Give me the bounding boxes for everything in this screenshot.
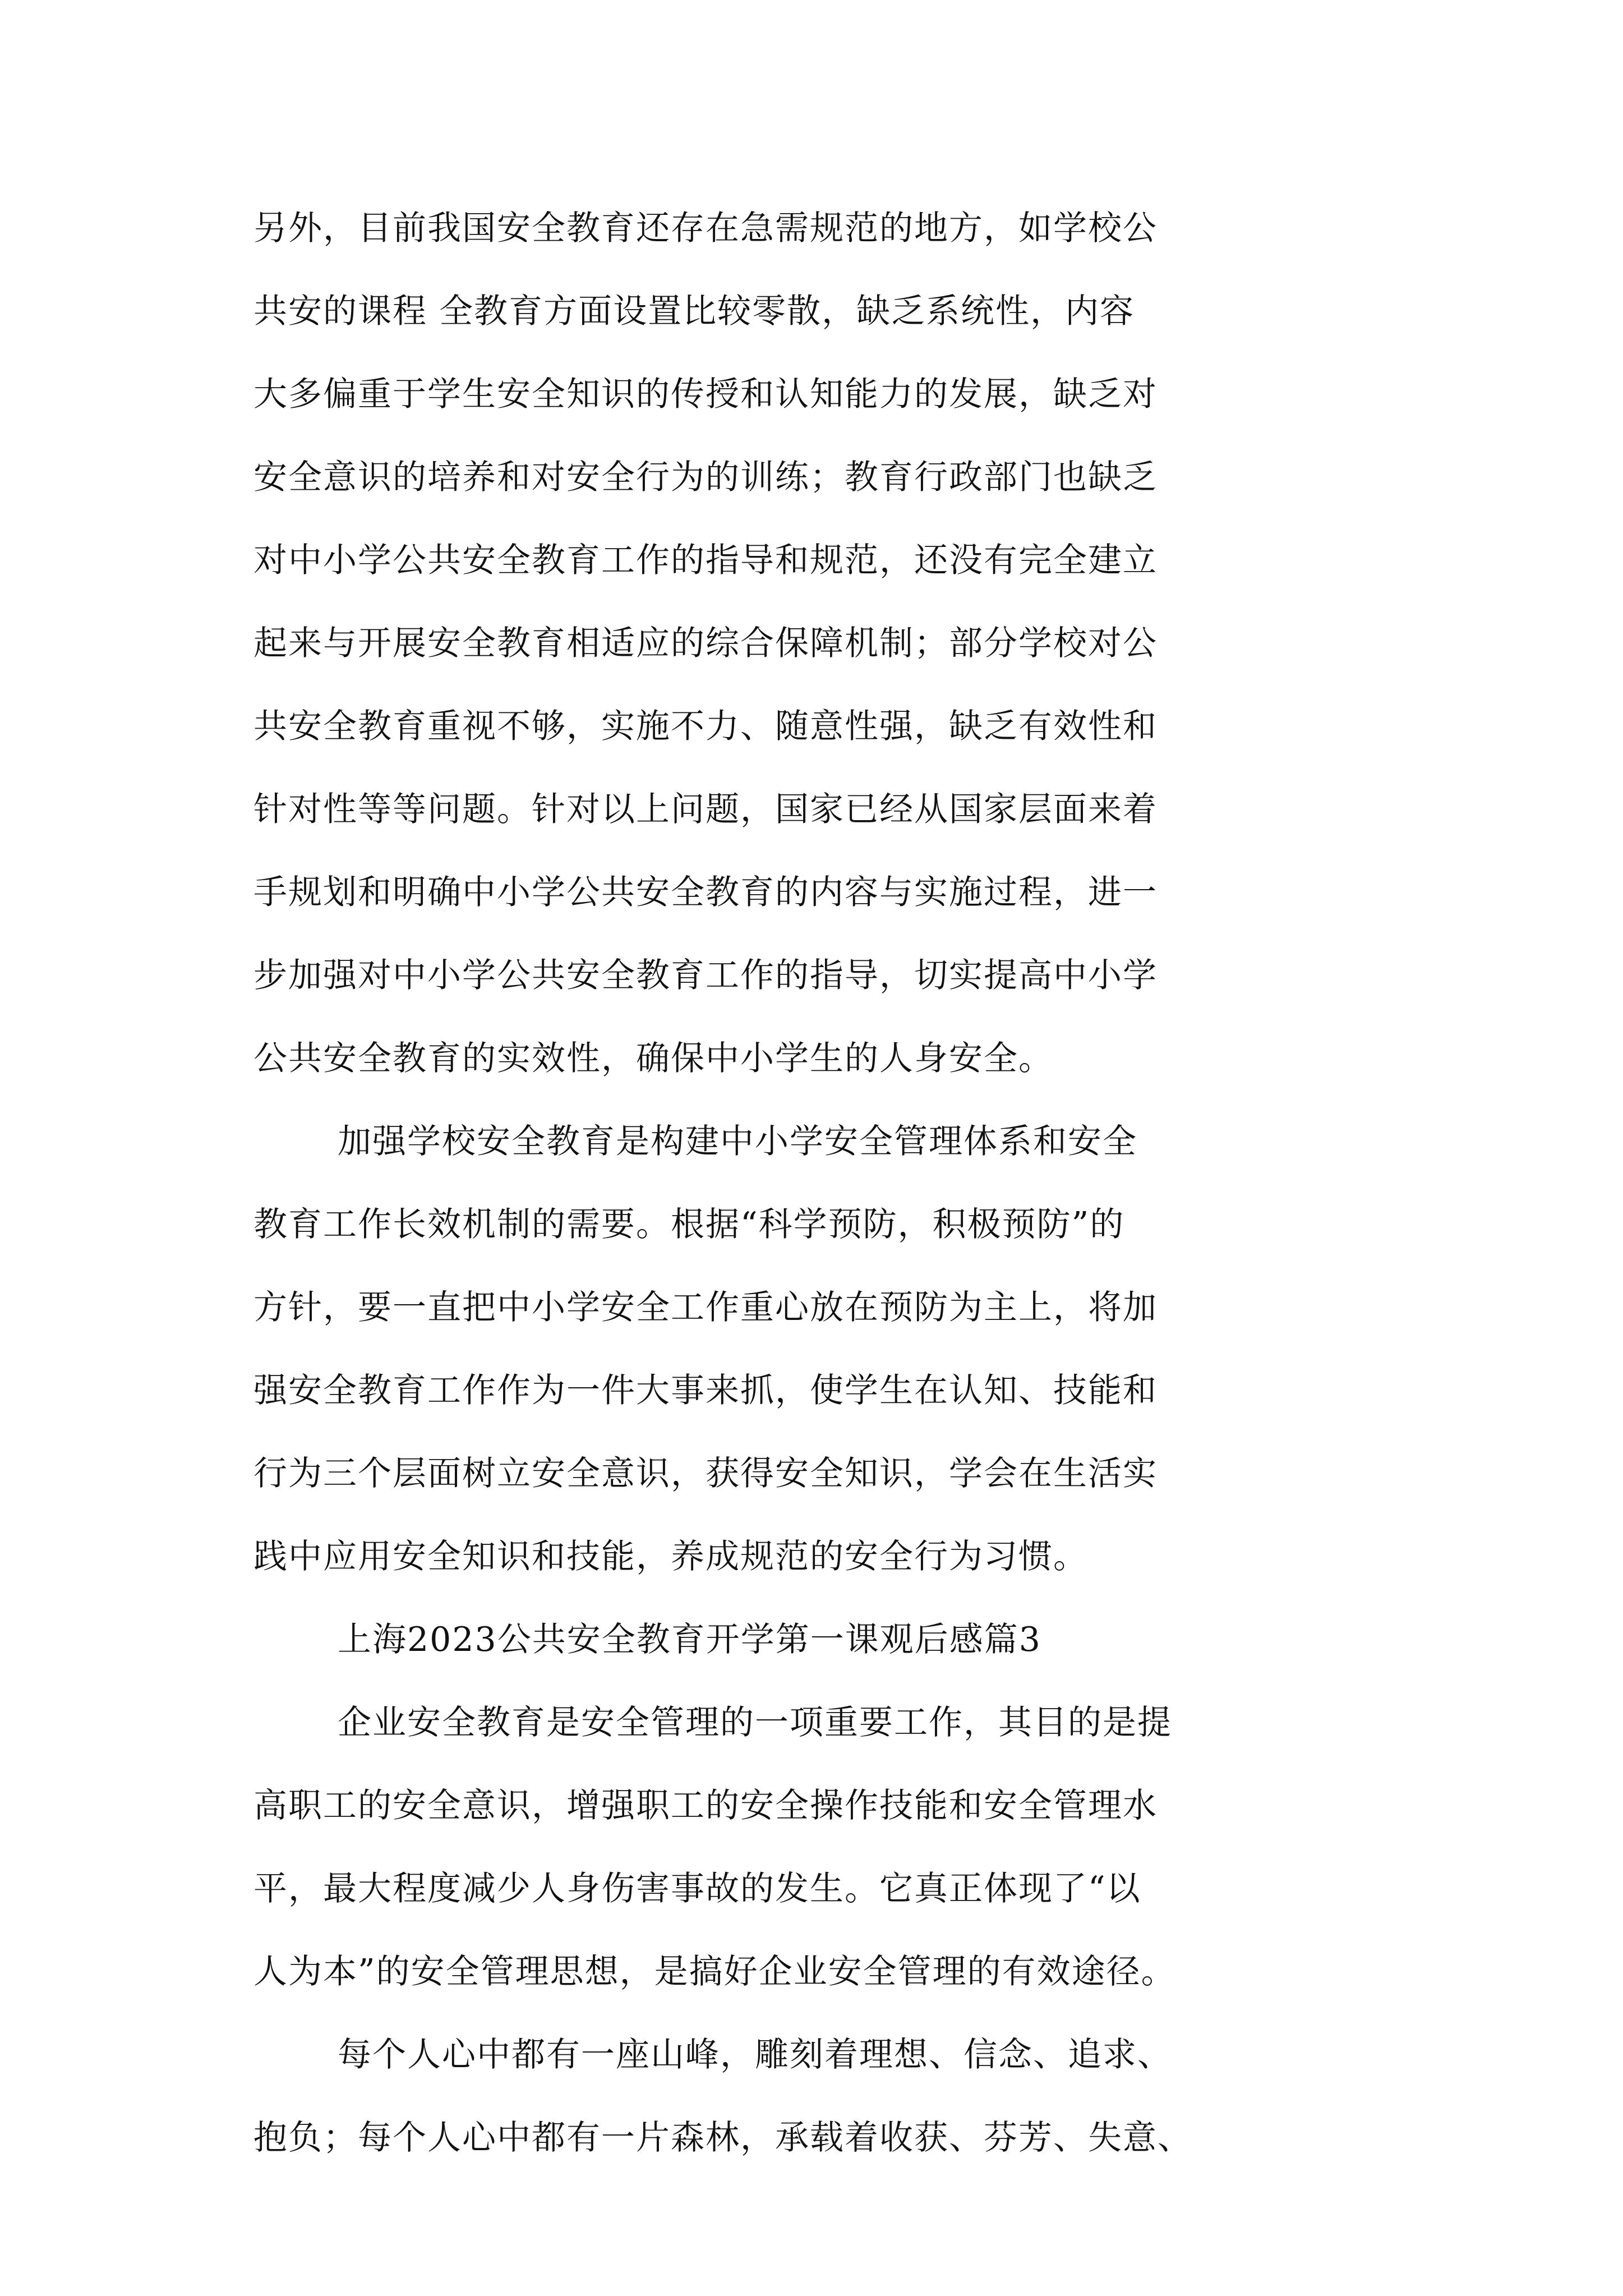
text-line-3: 大多偏重于学生安全知识的传授和认知能力的发展，缺乏对 — [253, 375, 1158, 414]
text-line-13: 教育工作长效机制的需要。根据“科学预防，积极预防”的 — [253, 1205, 1125, 1244]
text-line-24: 抱负；每个人心中都有一片森林，承载着收获、芬芳、失意、 — [253, 2118, 1192, 2157]
text-line-21: 平，最大程度减少人身伤害事故的发生。它真正体现了“以 — [253, 1869, 1141, 1908]
text-line-19: 企业安全教育是安全管理的一项重要工作，其目的是提 — [338, 1703, 1172, 1742]
text-line-16: 行为三个层面树立安全意识，获得安全知识，学会在生活实 — [253, 1454, 1158, 1493]
text-line-2: 共安的课程 全教育方面设置比较零散，缺乏系统性，内容 — [253, 292, 1135, 331]
text-line-5: 对中小学公共安全教育工作的指导和规范，还没有完全建立 — [253, 541, 1158, 580]
text-line-15: 强安全教育工作作为一件大事来抓，使学生在认知、技能和 — [253, 1371, 1158, 1410]
text-line-6: 起来与开展安全教育相适应的综合保障机制；部分学校对公 — [253, 624, 1158, 663]
text-line-4: 安全意识的培养和对安全行为的训练；教育行政部门也缺乏 — [253, 458, 1158, 497]
text-line-17: 践中应用安全知识和技能，养成规范的安全行为习惯。 — [253, 1537, 1088, 1576]
text-line-11: 公共安全教育的实效性，确保中小学生的人身安全。 — [253, 1039, 1053, 1078]
text-line-12: 加强学校安全教育是构建中小学安全管理体系和安全 — [338, 1122, 1137, 1161]
text-line-7: 共安全教育重视不够，实施不力、随意性强，缺乏有效性和 — [253, 707, 1158, 746]
text-line-20: 高职工的安全意识，增强职工的安全操作技能和安全管理水 — [253, 1786, 1158, 1825]
text-line-14: 方针，要一直把中小学安全工作重心放在预防为主上，将加 — [253, 1288, 1158, 1327]
text-line-9: 手规划和明确中小学公共安全教育的内容与实施过程，进一 — [253, 873, 1158, 912]
text-line-8: 针对性等等问题。针对以上问题，国家已经从国家层面来着 — [253, 790, 1158, 829]
text-line-1: 另外，目前我国安全教育还存在急需规范的地方，如学校公 — [253, 209, 1158, 248]
section-heading: 上海2023公共安全教育开学第一课观后感篇3 — [338, 1620, 1041, 1659]
text-line-22: 人为本”的安全管理思想，是搞好企业安全管理的有效途径。 — [253, 1952, 1176, 1991]
text-line-10: 步加强对中小学公共安全教育工作的指导，切实提高中小学 — [253, 956, 1158, 995]
text-line-23: 每个人心中都有一座山峰，雕刻着理想、信念、追求、 — [338, 2035, 1172, 2074]
